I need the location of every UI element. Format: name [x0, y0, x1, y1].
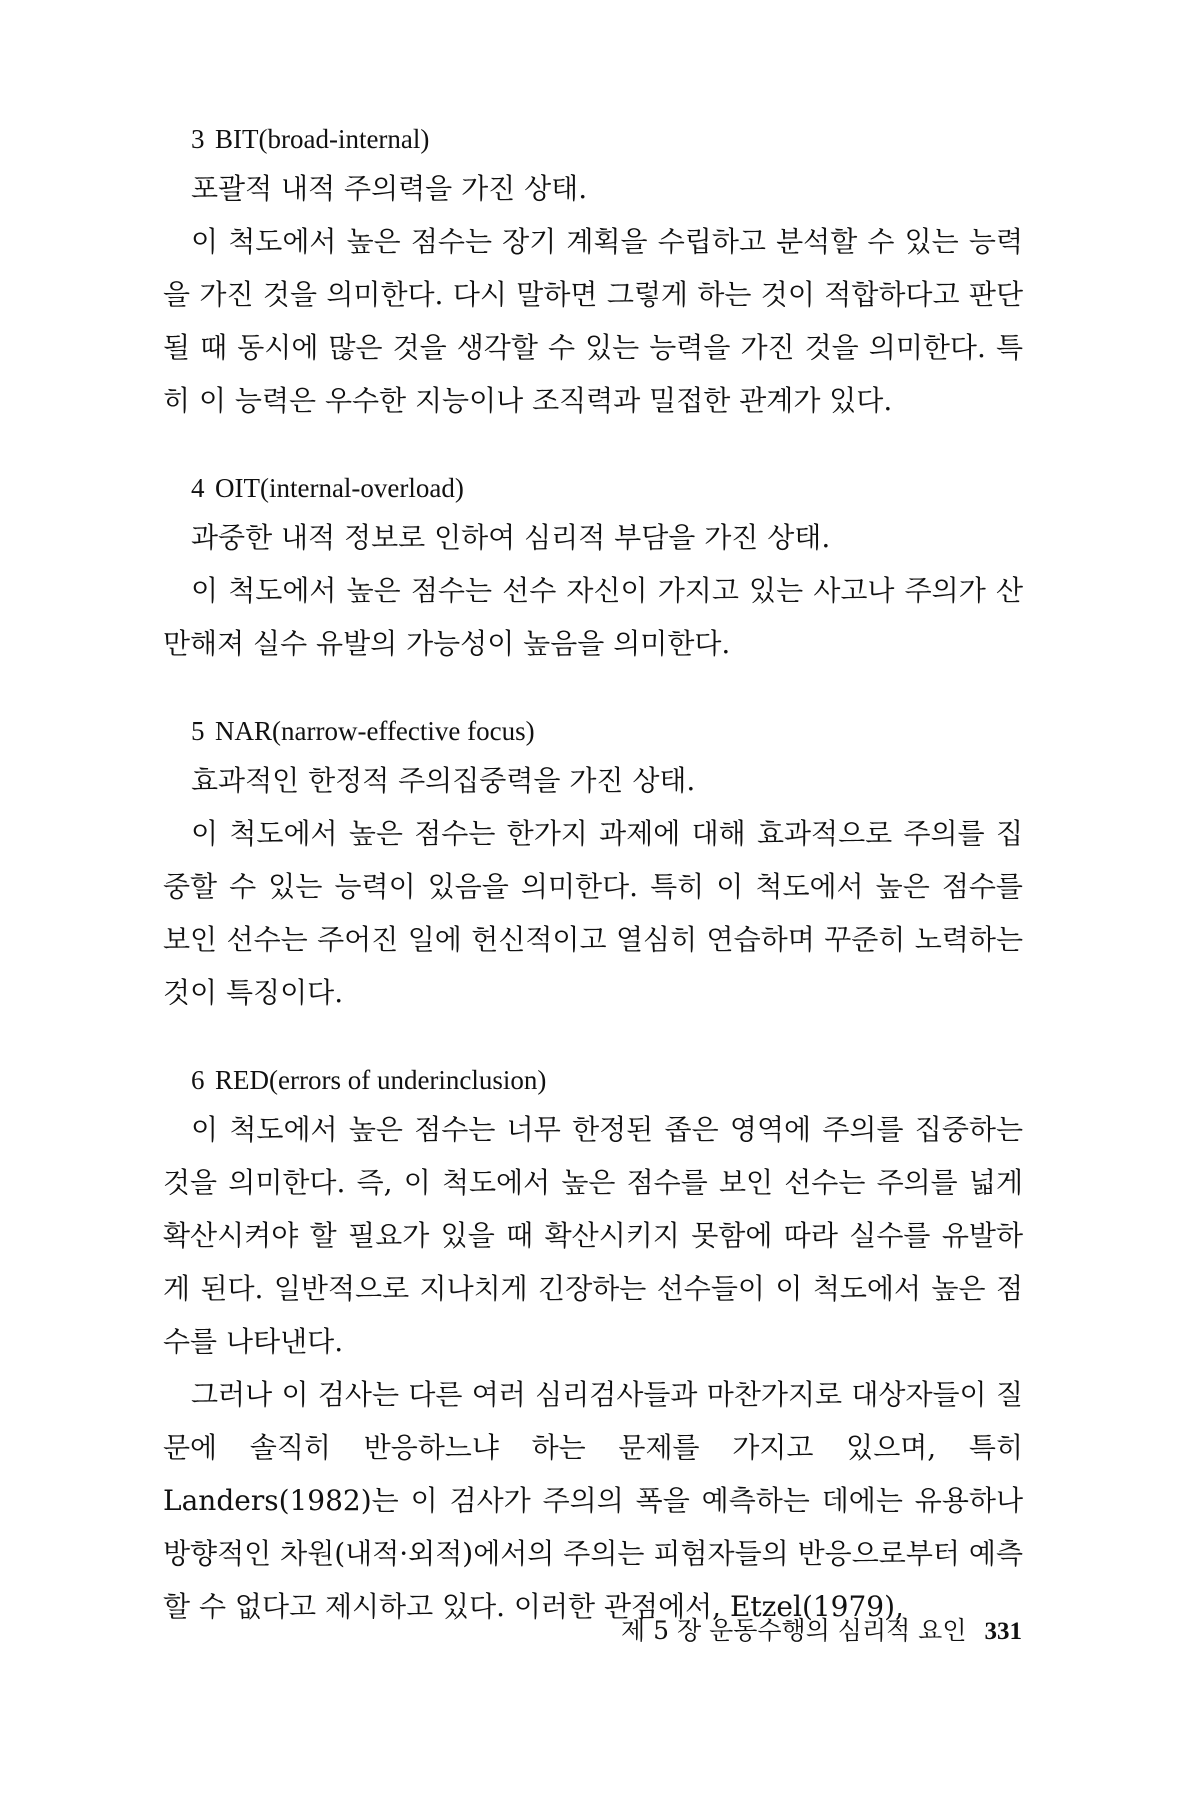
- section-heading: [191, 712, 1023, 750]
- page-number: 331: [984, 1618, 1022, 1645]
- section-heading: [191, 1061, 1023, 1099]
- section-title: RED(errors of underinclusion): [215, 1065, 547, 1095]
- paragraph: 포괄적 내적 주의력을 가진 상태.: [191, 172, 588, 205]
- section-oit: [163, 469, 1023, 670]
- page-body: [163, 120, 1023, 1675]
- section-red: [163, 1061, 1023, 1633]
- section-number: 4: [191, 473, 205, 503]
- paragraph: 이 척도에서 높은 점수는 선수 자신이 가지고 있는 사고나 주의가 산만해져 실수 유발의 가능성이 높음을 의미한다.: [163, 574, 1023, 660]
- paragraph: 그러나 이 검사는 다른 여러 심리검사들과 마찬가지로 대상자들이 질문에 솔직히 반응하느냐 하는 문제를 가지고 있으며, 특히 Landers(1982)는 이 검사가 주의의 폭을 예측하는 데에는 유용하나 방향적인 차원(내적·외적)에서의 주의는 피험자들의 반응으로부터 예측할 수 없다고 제시하고 있다. 이러한 관점에서, Etzel(1979),: [163, 1378, 1023, 1623]
- section-number: 5: [191, 716, 205, 746]
- paragraph: 과중한 내적 정보로 인하여 심리적 부담을 가진 상태.: [191, 521, 831, 554]
- section-title: OIT(internal-overload): [215, 473, 464, 503]
- section-number: 3: [191, 124, 205, 154]
- paragraph: 효과적인 한정적 주의집중력을 가진 상태.: [191, 764, 696, 797]
- section-heading: [191, 120, 1023, 158]
- section-number: 6: [191, 1065, 205, 1095]
- section-heading: [191, 469, 1023, 507]
- paragraph: 이 척도에서 높은 점수는 너무 한정된 좁은 영역에 주의를 집중하는 것을 의미한다. 즉, 이 척도에서 높은 점수를 보인 선수는 주의를 넓게 확산시켜야 할 필요가 있을 때 확산시키지 못함에 따라 실수를 유발하게 된다. 일반적으로 지나치게 긴장하는 선수들이 이 척도에서 높은 점수를 나타낸다.: [163, 1113, 1023, 1358]
- paragraph: 이 척도에서 높은 점수는 장기 계획을 수립하고 분석할 수 있는 능력을 가진 것을 의미한다. 다시 말하면 그렇게 하는 것이 적합하다고 판단될 때 동시에 많은 것을 생각할 수 있는 능력을 가진 것을 의미한다. 특히 이 능력은 우수한 지능이나 조직력과 밀접한 관계가 있다.: [163, 225, 1023, 417]
- paragraph: 이 척도에서 높은 점수는 한가지 과제에 대해 효과적으로 주의를 집중할 수 있는 능력이 있음을 의미한다. 특히 이 척도에서 높은 점수를 보인 선수는 주어진 일에 헌신적이고 열심히 연습하며 꾸준히 노력하는 것이 특징이다.: [163, 817, 1023, 1009]
- section-nar: [163, 712, 1023, 1019]
- chapter-title: 제 5 장 운동수행의 심리적 요인: [621, 1616, 967, 1645]
- page-footer: [621, 1614, 1022, 1649]
- section-title: NAR(narrow-effective focus): [215, 716, 535, 746]
- section-title: BIT(broad-internal): [215, 124, 430, 154]
- section-bit: [163, 120, 1023, 427]
